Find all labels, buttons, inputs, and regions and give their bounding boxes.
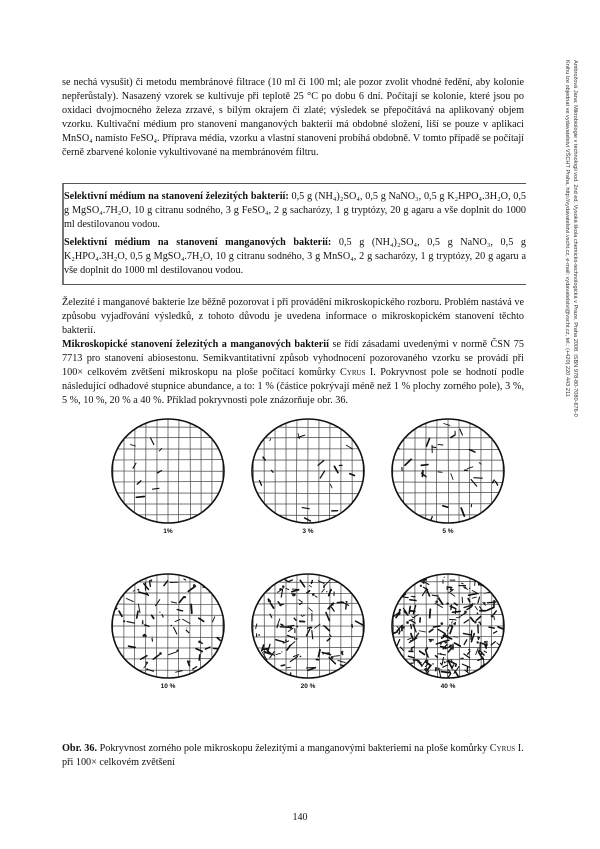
cyrus-name: Cyrus [340,367,366,378]
iron-medium-heading: Selektivní médium na stanovení železitých bakterií: [64,191,289,202]
microscope-field-illustration [389,571,507,681]
media-composition-box [62,183,526,285]
microscope-field-illustration [109,571,227,681]
paragraph-microscopy-method [62,338,524,408]
caption-text-a: Pokryvnost zorného pole mikroskopu železitými a manganovými bakteriemi na ploše komůrky [97,743,490,754]
coverage-field-3 [388,416,508,535]
citation-line-1: Ambrožová Jana: Mikrobiologie v technologii vod. 2nd ed. Vysoká škola chemicko-technologická v Praze, Praha 2008. ISBN 978-80-7080-676-0 [572,60,578,417]
page-number: 140 [292,812,308,823]
microscope-field-illustration [109,416,227,526]
citation-sidebar [556,60,596,580]
caption-text-b: I. při 100× celkovém zvětšení [62,743,524,768]
microscope-field-illustration [389,416,507,526]
microscopy-text-b: I. Pokryvnost pole se hodnotí podle následující odhadové stupnice abundance, a to: 1 % (částice pokrývají méně než 1 % plochy zorného pole), 3 %, 5 %, 10 %, 20 % a 40 %. Příklad pokryvnosti pole znázorňuje obr. 36. [62,367,524,406]
coverage-label: 10 % [160,683,176,690]
coverage-field-5 [248,571,368,690]
paragraph-cultivation: se nechá vysušit) či metodu membránové filtrace (10 ml či 100 ml; ale pozor zvolit vhodné ředění, aby kolonie nepřerůstaly). Nasazený vzorek se kultivuje při teplotě 25 °C po dobu 6 dní. Počítají se kolonie, které jsou po oxidaci dvojmocného železa zrzavé, s bílým okrajem či zlaté; výsledek se přepočítává na aplikovaný objem vzorku. Kultivační médium pro stanovení manganových bakterií má obdobné složení, liší se pouze v aplikaci MnSO₄ namísto FeSO₄. Příprava média, vzorku a vlastní stanovení probíhá obdobně. V tomto případě se počítají černě zbarvené kolonie vykultivované na membránovém filtru. [62,77,524,158]
microscope-field-illustration [249,571,367,681]
caption-cyrus: Cyrus [489,743,516,754]
coverage-label: 40 % [440,683,456,690]
coverage-field-2 [248,416,368,535]
coverage-field-6 [388,571,508,690]
figure-caption [62,742,524,770]
coverage-label: 5 % [442,528,454,535]
coverage-field-1 [108,416,228,535]
microscope-field-illustration [249,416,367,526]
manganese-medium-paragraph [64,236,526,278]
caption-label: Obr. 36. [62,743,98,754]
manganese-medium-heading: Selektivní médium na stanovení manganových bakterií: [64,237,332,248]
iron-medium-paragraph [64,190,526,232]
paragraph-microscopy-intro: Železité i manganové bakterie lze běžně pozorovat i při provádění mikroskopického rozboru. Problém nastává ve způsobu vyjadřování výsledků, z tohoto důvodu je uvedena informace o mikroskopickém stanovení těchto bakterií. [62,297,524,336]
microscopy-heading: Mikroskopické stanovení železitých a manganových bakterií [62,339,329,350]
iron-medium-text: 0,5 g (NH₄)₂SO₄, 0,5 g NaNO₃, 0,5 g K₂HPO₄.3H₂O, 0,5 g MgSO₄.7H₂O, 10 g citranu sodného, 3 g FeSO₄, 2 g sacharózy, 1 g tryptózy, 20 g agaru a vše doplnit do 1000 ml destilovanou vodou. [64,191,526,230]
coverage-label: 20 % [300,683,316,690]
manganese-medium-text: 0,5 g (NH₄)₂SO₄, 0,5 g NaNO₃, 0,5 g K₂HPO₄.3H₂O, 0,5 g MgSO₄.7H₂O, 10 g citranu sodného, 3 g MnSO₄, 2 g sacharózy, 1 g tryptózy, 20 g agaru a vše doplnit do 1000 ml destilovanou vodou. [64,237,526,276]
citation-line-2: Knihu lze objednat ve vydavatelství VŠCHT Praha, http://vydavatelstvi.vscht.cz, e-mail: vydavatelstvi@vscht.cz, tel.: (+420) 220 443 211 [564,60,570,397]
coverage-label: 1% [163,528,173,535]
coverage-label: 3 % [302,528,314,535]
microscopy-text-a: se řídí zásadami uvedenými v normě ČSN 75 7713 pro stanovení abiosestonu. Semikvantitativní způsob vyhodnocení pozorovaného vzorku se provádí při 100× celkovém zvětšení mikroskopu na ploše počítací komůrky [62,339,524,378]
coverage-field-4 [108,571,228,690]
